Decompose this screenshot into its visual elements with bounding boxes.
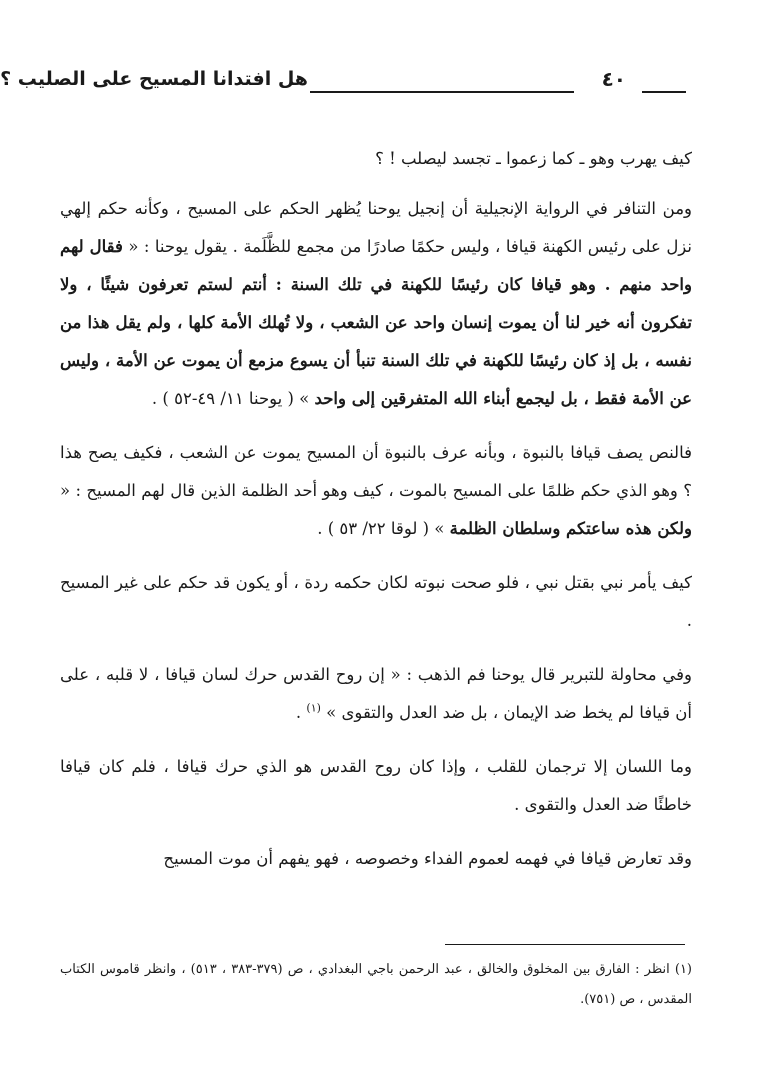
footnote [60,955,692,1015]
paragraph-2-intro: ومن التنافر في الرواية الإنجيلية أن إنجيل يوحنا يُظهر الحكم على المسيح ، وكأنه حكم إلهي نزل على رئيس الكهنة قيافا ، وليس حكمًا صادرًا من مجمع للظَّلَمة . يقول يوحنا : « [60,199,693,256]
paragraph-5-end: . [295,703,307,722]
paragraph-3-intro: فالنص يصف قيافا بالنبوة ، وبأنه عرف بالنبوة أن المسيح يموت عن الشعب ، فكيف يصح هذا ؟ وهو الذي حكم ظلمًا على المسيح بالموت ، كيف وهو أحد الظلمة الذين قال لهم المسيح : « [60,443,692,500]
footnote-text: (١) انظر : الفارق بين المخلوق والخالق ، عبد الرحمن باجي البغدادي ، ص (٣٧٩-٣٨٣ ، ٥١٣) ، وانظر قاموس الكتاب المقدس ، ص (٧٥١). [60,962,692,1007]
paragraph-5-text: وفي محاولة للتبرير قال يوحنا فم الذهب : « إن روح القدس حرك لسان قيافا ، لا قلبه ، على أن قيافا لم يخط ضد الإيمان ، بل ضد العدل والتقوى » [60,665,692,722]
paragraph-3-citation: » ( لوقا ٢٢/ ٥٣ ) . [317,519,450,538]
paragraph-2-citation: » ( يوحنا ١١/ ٤٩-٥٢ ) . [151,389,315,408]
paragraph-6: وما اللسان إلا ترجمان للقلب ، وإذا كان روح القدس هو الذي حرك قيافا ، فلم كان قيافا خاطئًا ضد العدل والتقوى . [60,757,692,814]
paragraph-5 [60,656,692,732]
page-header [0,66,686,100]
footnote-reference[interactable]: (١) [306,701,321,715]
paragraph-7: وقد تعارض قيافا في فهمه لعموم الفداء وخصوصه ، فهو يفهم أن موت المسيح [163,849,692,868]
paragraph-2 [60,190,692,418]
paragraph-4: كيف يأمر نبي بقتل نبي ، فلو صحت نبوته لكان حكمه ردة ، أو يكون قد حكم على غير المسيح . [60,573,692,630]
running-title: هل افتدانا المسيح على الصليب ؟ [0,68,308,90]
header-rule-right [642,91,686,93]
paragraph-3 [60,434,692,548]
luke-quote: ولكن هذه ساعتكم وسلطان الظلمة [449,519,692,538]
footnote-separator [445,944,685,945]
body-text [60,140,692,894]
paragraph-1: كيف يهرب وهو ـ كما زعموا ـ تجسد ليصلب ! ؟ [375,149,692,168]
header-rule-left [310,91,574,93]
page-number: ٤٠ [601,67,626,91]
john-quote: فقال لهم واحد منهم . وهو قيافا كان رئيسًا للكهنة في تلك السنة : أنتم لستم تعرفون شيئًا ، ولا تفكرون أنه خير لنا أن يموت إنسان واحد عن الشعب ، ولا تُهلك الأمة كلها ، ولم يقل هذا من نفسه ، بل إذ كان رئيسًا للكهنة في تلك السنة تنبأ أن يسوع مزمع أن يموت عن الأمة ، وليس عن الأمة فقط ، بل ليجمع أبناء الله المتفرقين إلى واحد [60,237,692,408]
